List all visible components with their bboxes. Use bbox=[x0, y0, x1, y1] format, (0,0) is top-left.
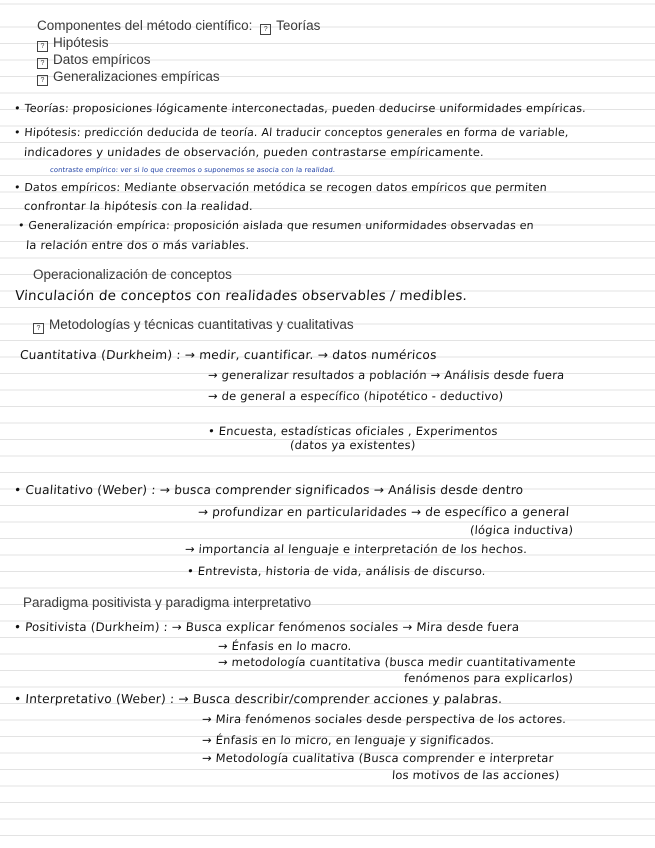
note-posit-3: → metodología cuantitativa (busca medir cuantitativamente bbox=[217, 655, 577, 669]
note-posit-1: • Positivista (Durkheim) : → Busca explicar fenómenos sociales → Mira desde fuera bbox=[13, 620, 520, 634]
note-general-1: • Generalización empírica: proposición aislada que resumen uniformidades observadas en bbox=[17, 219, 535, 232]
note-datos-2: confrontar la hipótesis con la realidad. bbox=[23, 199, 254, 213]
missing-glyph-icon: ? bbox=[260, 24, 271, 35]
note-interp-2: → Mira fenómenos sociales desde perspectiva de los actores. bbox=[201, 712, 567, 726]
note-contraste: contraste empírico: ver si lo que creemos o suponemos se asocia con la realidad. bbox=[49, 166, 336, 174]
checklist-label: Hipótesis bbox=[53, 35, 109, 50]
note-cuali-4: → importancia al lenguaje e interpretación de los hechos. bbox=[184, 542, 528, 556]
note-cuanti-4: • Encuesta, estadísticas oficiales , Experimentos bbox=[207, 424, 499, 438]
note-general-2: la relación entre dos o más variables. bbox=[25, 238, 250, 252]
components-title-line bbox=[37, 18, 320, 35]
note-posit-2: → Énfasis en lo macro. bbox=[217, 639, 353, 653]
note-posit-4: fenómenos para explicarlos) bbox=[403, 671, 574, 685]
note-interp-3: → Énfasis en lo micro, en lenguaje y significados. bbox=[201, 733, 495, 747]
missing-glyph-icon: ? bbox=[37, 75, 48, 86]
checklist-item-hipotesis bbox=[37, 35, 109, 52]
note-cuali-3: (lógica inductiva) bbox=[469, 523, 574, 537]
note-teorias: • Teorías: proposiciones lógicamente interconectadas, pueden deducirse uniformidades empíricas. bbox=[13, 102, 587, 115]
heading-metodologias-line bbox=[33, 317, 354, 334]
note-cuanti-2: → generalizar resultados a población → Análisis desde fuera bbox=[207, 368, 565, 382]
checklist-item-generalizaciones bbox=[37, 69, 220, 86]
note-cuanti-5: (datos ya existentes) bbox=[289, 438, 417, 452]
checklist-item-datos bbox=[37, 52, 151, 69]
note-cuali-2: → profundizar en particularidades → de específico a general bbox=[197, 505, 570, 519]
checklist-label: Generalizaciones empíricas bbox=[53, 69, 220, 84]
checklist-teorias: Teorías bbox=[276, 18, 321, 33]
heading-paradigma: Paradigma positivista y paradigma interpretativo bbox=[23, 595, 312, 610]
missing-glyph-icon: ? bbox=[37, 58, 48, 69]
note-cuanti-3: → de general a específico (hipotético - deductivo) bbox=[207, 389, 504, 403]
note-cuali-5: • Entrevista, historia de vida, análisis de discurso. bbox=[186, 564, 487, 578]
note-interp-4: → Metodología cualitativa (Busca comprender e interpretar bbox=[201, 751, 555, 765]
note-datos-1: • Datos empíricos: Mediante observación metódica se recogen datos empíricos que permiten bbox=[13, 181, 548, 194]
note-interp-1: • Interpretativo (Weber) : → Busca describir/comprender acciones y palabras. bbox=[13, 692, 503, 706]
note-vinculacion: Vinculación de conceptos con realidades observables / medibles. bbox=[14, 288, 468, 304]
note-interp-5: los motivos de las acciones) bbox=[391, 768, 561, 782]
note-cuali-1: • Cualitativo (Weber) : → busca comprender significados → Análisis desde dentro bbox=[13, 483, 524, 497]
missing-glyph-icon: ? bbox=[37, 41, 48, 52]
checklist-label: Datos empíricos bbox=[53, 52, 151, 67]
note-hipotesis-2: indicadores y unidades de observación, pueden contrastarse empíricamente. bbox=[23, 145, 485, 159]
note-cuanti-1: Cuantitativa (Durkheim) : → medir, cuantificar. → datos numéricos bbox=[19, 348, 438, 362]
missing-glyph-icon: ? bbox=[33, 323, 44, 334]
components-title: Componentes del método científico: bbox=[37, 18, 253, 33]
note-hipotesis-1: • Hipótesis: predicción deducida de teoría. Al traducir conceptos generales en forma de variable, bbox=[13, 126, 570, 139]
heading-metodologias: Metodologías y técnicas cuantitativas y cualitativas bbox=[49, 317, 354, 332]
heading-operacionalizacion: Operacionalización de conceptos bbox=[33, 267, 232, 282]
